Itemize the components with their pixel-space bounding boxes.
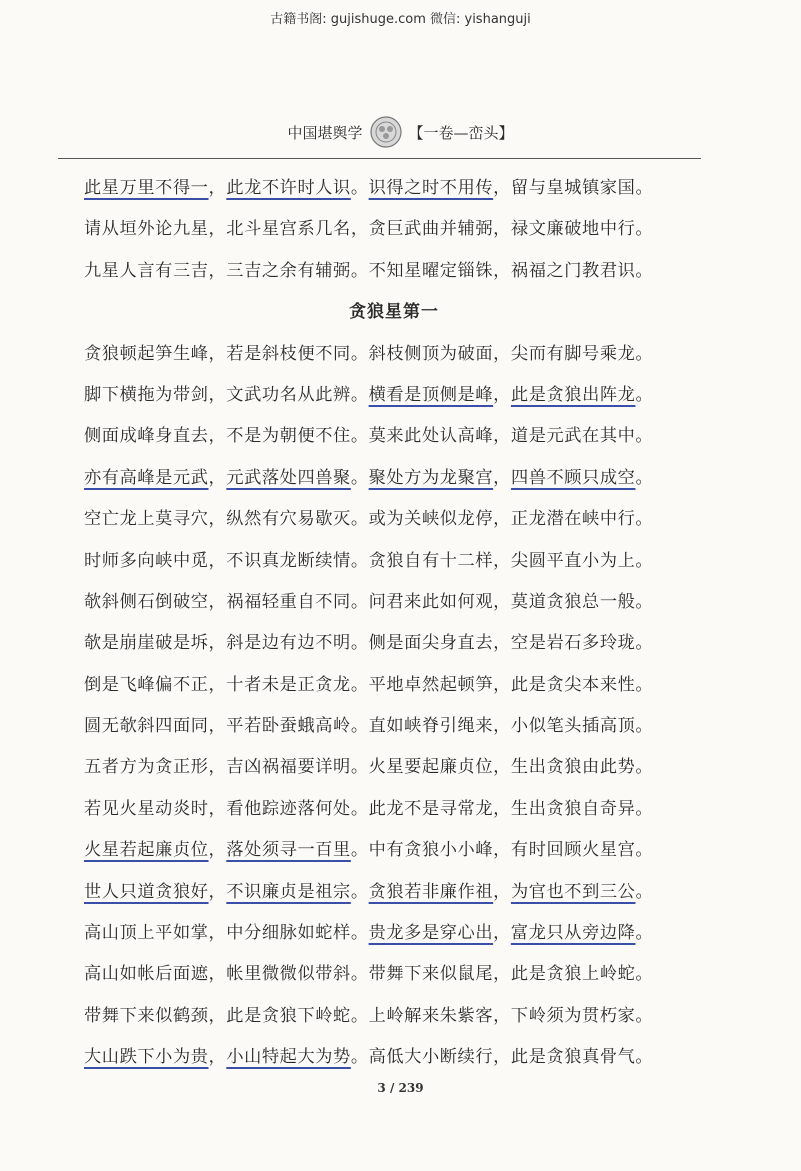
verse-line xyxy=(84,996,704,1037)
verse-text: 倒是飞峰偏不正，十者未是正贪龙。平地卓然起顿笋，此是贪尖本来性。 xyxy=(84,674,654,695)
underlined-phrase: 识得之时不用传 xyxy=(368,178,494,198)
verse-line xyxy=(84,954,704,995)
verse-text: 圆无欹斜四面同，平若卧蚕蛾高岭。直如峡脊引绳来，小似笔头插高顶。 xyxy=(84,716,654,737)
verse-text: 高山顶上平如掌，中分细脉如蛇样。 xyxy=(84,923,369,944)
underlined-phrase: 贵龙多是穿心出 xyxy=(368,923,494,944)
underlined-phrase: 元武落处四兽聚 xyxy=(226,467,351,488)
header-book-title: 中国堪舆学 xyxy=(287,123,363,142)
verse-text: ， xyxy=(208,1047,227,1068)
intro-verses xyxy=(84,168,704,292)
verse-line xyxy=(84,830,704,871)
verse-line xyxy=(84,416,704,457)
top-banner: 古籍书阁: gujishuge.com 微信: yishanguji xyxy=(270,12,531,27)
underlined-phrase: 此龙不许时人识 xyxy=(226,178,351,198)
verse-line xyxy=(84,789,704,830)
verse-line xyxy=(84,872,704,913)
verse-line xyxy=(84,747,704,788)
verse-text: 带舞下来似鹤颈，此是贪狼下岭蛇。上岭解来朱紫客，下岭须为贯朽家。 xyxy=(84,1005,654,1026)
verse-line xyxy=(84,499,704,540)
verse-text: ， xyxy=(493,384,511,405)
verse-text: ， xyxy=(208,881,227,902)
verse-line xyxy=(84,623,704,664)
underlined-phrase: 此星万里不得一 xyxy=(84,178,209,198)
underlined-phrase: 此是贪狼出阵龙 xyxy=(510,384,636,405)
verse-text: 五者方为贪正形，吉凶祸福要详明。火星要起廉贞位，生出贪狼由此势。 xyxy=(84,757,654,778)
underlined-phrase: 大山跌下小为贵 xyxy=(84,1047,209,1068)
verse-text: 。 xyxy=(350,178,369,198)
page-number: 3 / 239 xyxy=(377,1081,424,1095)
verse-text: 。 xyxy=(350,881,369,902)
underlined-phrase: 四兽不顾只成空 xyxy=(510,467,636,488)
verse-text: 。 xyxy=(635,923,654,944)
verse-text: 。中有贪狼小小峰，有时回顾火星宫。 xyxy=(350,840,654,861)
verse-text: ， xyxy=(493,467,511,488)
verse-line xyxy=(84,375,704,416)
verse-text: 。 xyxy=(350,467,369,488)
verse-text: ， xyxy=(208,840,227,861)
page-header xyxy=(0,112,801,152)
verse-text: ， xyxy=(208,467,227,488)
verse-text: 欹是崩崖破是坼，斜是边有边不明。侧是面尖身直去，空是岩石多玲珑。 xyxy=(84,633,654,654)
underlined-phrase: 世人只道贪狼好 xyxy=(84,881,209,902)
verse-text: 请从垣外论九星，北斗星宫系几名，贪巨武曲并辅弼，禄文廉破地中行。 xyxy=(84,219,654,240)
seal-emblem-icon xyxy=(369,115,403,149)
verse-text: ， xyxy=(208,178,227,198)
text-body xyxy=(84,168,704,1079)
header-volume: 【一卷—峦头】 xyxy=(408,123,514,142)
verse-text: 若见火星动炎时，看他踪迹落何处。此龙不是寻常龙，生出贪狼自奇异。 xyxy=(84,798,654,819)
verse-text: 。 xyxy=(635,881,654,902)
verse-text: 时师多向峡中觅，不识真龙断续情。贪狼自有十二样，尖圆平直小为上。 xyxy=(84,550,654,571)
underlined-phrase: 聚处方为龙聚宫 xyxy=(368,467,494,488)
verse-line xyxy=(84,665,704,706)
verse-text: 空亡龙上莫寻穴，纵然有穴易歇灭。或为关峡似龙停，正龙潜在峡中行。 xyxy=(84,509,654,530)
verse-text: ， xyxy=(493,923,511,944)
underlined-phrase: 小山特起大为势 xyxy=(226,1047,351,1068)
verse-text: 脚下横拖为带剑，文武功名从此辨。 xyxy=(84,384,369,405)
underlined-phrase: 富龙只从旁边降 xyxy=(510,923,636,944)
verse-line xyxy=(84,334,704,375)
section-verses xyxy=(84,334,704,1079)
underlined-phrase: 不识廉贞是祖宗 xyxy=(226,881,351,902)
underlined-phrase: 贪狼若非廉作祖 xyxy=(368,881,494,902)
verse-line xyxy=(84,251,704,292)
verse-line xyxy=(84,582,704,623)
underlined-phrase: 为官也不到三公 xyxy=(510,881,636,902)
verse-text: 欹斜侧石倒破空，祸福轻重自不同。问君来此如何观，莫道贪狼总一般。 xyxy=(84,591,654,612)
verse-text: ， xyxy=(493,881,511,902)
verse-line xyxy=(84,706,704,747)
verse-text: ，留与皇城镇家国。 xyxy=(493,178,654,198)
underlined-phrase: 火星若起廉贞位 xyxy=(84,840,209,861)
verse-text: 贪狼顿起笋生峰，若是斜枝便不同。斜枝侧顶为破面，尖而有脚号乘龙。 xyxy=(84,343,654,364)
verse-text: 。高低大小断续行，此是贪狼真骨气。 xyxy=(350,1047,654,1068)
verse-line xyxy=(84,458,704,499)
verse-text: 九星人言有三吉，三吉之余有辅弼。不知星曜定锱铢，祸福之门教君识。 xyxy=(84,260,654,281)
verse-line xyxy=(84,541,704,582)
verse-text: 。 xyxy=(635,384,654,405)
underlined-phrase: 亦有高峰是元武 xyxy=(84,467,209,488)
verse-line xyxy=(84,168,704,209)
verse-line xyxy=(84,1037,704,1078)
verse-text: 侧面成峰身直去，不是为朝便不住。莫来此处认高峰，道是元武在其中。 xyxy=(84,426,654,447)
verse-line xyxy=(84,913,704,954)
header-divider xyxy=(58,158,701,159)
section-title: 贪狼星第一 xyxy=(349,302,439,323)
underlined-phrase: 落处须寻一百里 xyxy=(226,840,351,861)
underlined-phrase: 横看是顶侧是峰 xyxy=(368,384,494,405)
verse-text: 。 xyxy=(635,467,654,488)
verse-text: 高山如帐后面遮，帐里微微似带斜。带舞下来似鼠尾，此是贪狼上岭蛇。 xyxy=(84,964,654,985)
verse-line xyxy=(84,209,704,250)
